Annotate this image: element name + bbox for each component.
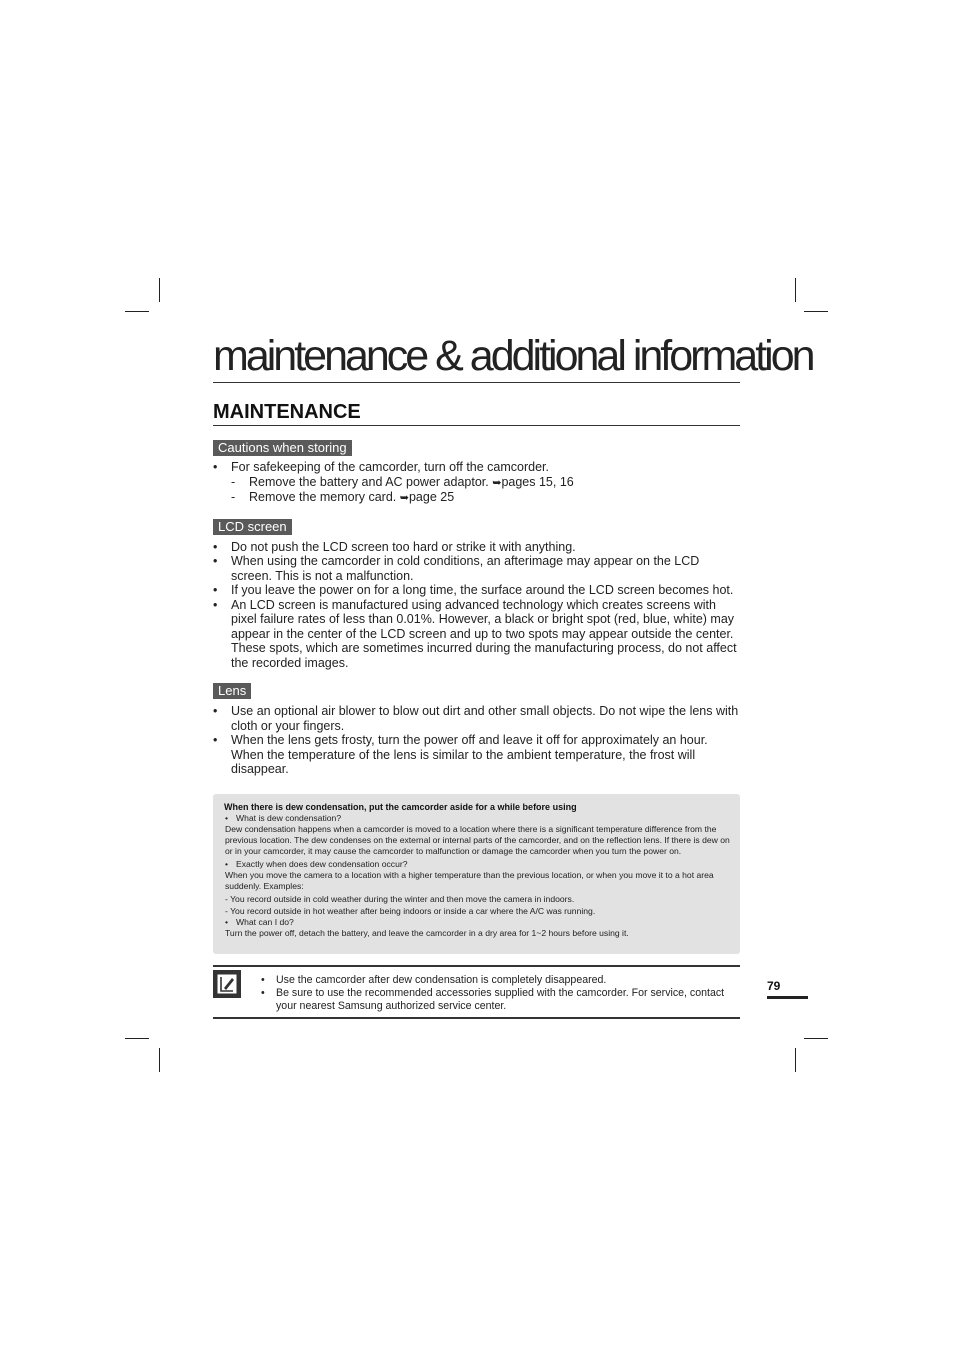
subheading-lcd: LCD screen xyxy=(213,519,292,535)
page-number: 79 xyxy=(767,979,808,999)
list-item: • For safekeeping of the camcorder, turn off the camcorder. xyxy=(213,460,740,475)
note-answer: Turn the power off, detach the battery, and leave the camcorder in a dry area for 1~2 hours before using it. xyxy=(225,928,629,939)
list-item: • Use an optional air blower to blow out dirt and other small objects. Do not wipe the lens with cloth or your fingers. xyxy=(213,704,740,733)
note-answer: Dew condensation happens when a camcorder is moved to a location where there is a significant temperature difference from the previous location. The dew condenses on the external or internal parts of the camcorder, and on the reflection lens. If there is dew on or in your camcorder, it may cause the camcorder to malfunction or damage the camcorder when you turn the power on. xyxy=(225,823,730,857)
dew-condensation-note xyxy=(213,794,740,954)
list-item: • Use the camcorder after dew condensation is completely disappeared. xyxy=(261,974,740,987)
crop-mark xyxy=(159,1048,160,1072)
note-question: • Exactly when does dew condensation occur? xyxy=(224,859,730,870)
tip-box xyxy=(213,965,740,1019)
section-title: MAINTENANCE xyxy=(213,400,740,426)
list-item: • An LCD screen is manufactured using advanced technology which creates screens with pixel failure rates of less than 0.01%. However, a black or bright spot (red, blue, white) may appear in the center of the LCD screen and up to two spots may appear outside the center. These spots, which are sometimes incurred during the manufacturing process, do not affect the recorded images. xyxy=(213,598,740,671)
crop-mark xyxy=(804,311,828,312)
lcd-list xyxy=(213,540,740,671)
crop-mark xyxy=(795,1048,796,1072)
list-item: • When the lens gets frosty, turn the power off and leave it off for approximately an hour. When the temperature of the lens is similar to the ambient temperature, the frost will disappear. xyxy=(213,733,740,777)
crop-mark xyxy=(804,1038,828,1039)
note-answer: When you move the camera to a location with a higher temperature than the previous location, or when you move it to a hot area suddenly. Examples: xyxy=(225,869,714,892)
list-item: • Be sure to use the recommended accessories supplied with the camcorder. For service, contact your nearest Samsung authorized service center. xyxy=(261,987,740,1013)
list-item: - Remove the battery and AC power adaptor. ➥pages 15, 16 xyxy=(213,475,740,491)
subheading-storing: Cautions when storing xyxy=(213,440,352,456)
note-question: • What is dew condensation? xyxy=(224,813,730,824)
lens-list xyxy=(213,704,740,777)
tip-list xyxy=(261,974,740,1013)
note-pencil-icon xyxy=(216,973,238,995)
list-item: • If you leave the power on for a long time, the surface around the LCD screen becomes hot. xyxy=(213,583,740,598)
reference-arrow-icon: ➥ xyxy=(492,476,502,489)
storing-sublist xyxy=(213,475,740,506)
chapter-title: maintenance & additional information xyxy=(213,330,740,383)
crop-mark xyxy=(159,278,160,302)
page-reference: page 25 xyxy=(408,490,455,504)
note-pencil-icon xyxy=(213,970,241,998)
page-reference: pages 15, 16 xyxy=(501,474,574,489)
reference-arrow-icon: ➥ xyxy=(399,492,409,504)
note-example: - You record outside in hot weather after being indoors or inside a car where the A/C was running. xyxy=(225,905,596,916)
crop-mark xyxy=(125,311,149,312)
subheading-lens: Lens xyxy=(213,683,251,699)
crop-mark xyxy=(795,278,796,302)
note-example: - You record outside in cold weather during the winter and then move the camera in indoors. xyxy=(225,893,575,904)
crop-mark xyxy=(125,1038,149,1039)
list-item: • When using the camcorder in cold conditions, an afterimage may appear on the LCD screen. This is not a malfunction. xyxy=(213,554,740,583)
note-title: When there is dew condensation, put the camcorder aside for a while before using xyxy=(224,801,577,812)
note-question: • What can I do? xyxy=(224,917,730,928)
list-item: - Remove the memory card. ➥page 25 xyxy=(213,490,740,506)
storing-list xyxy=(213,460,740,475)
list-item: • Do not push the LCD screen too hard or strike it with anything. xyxy=(213,540,740,555)
